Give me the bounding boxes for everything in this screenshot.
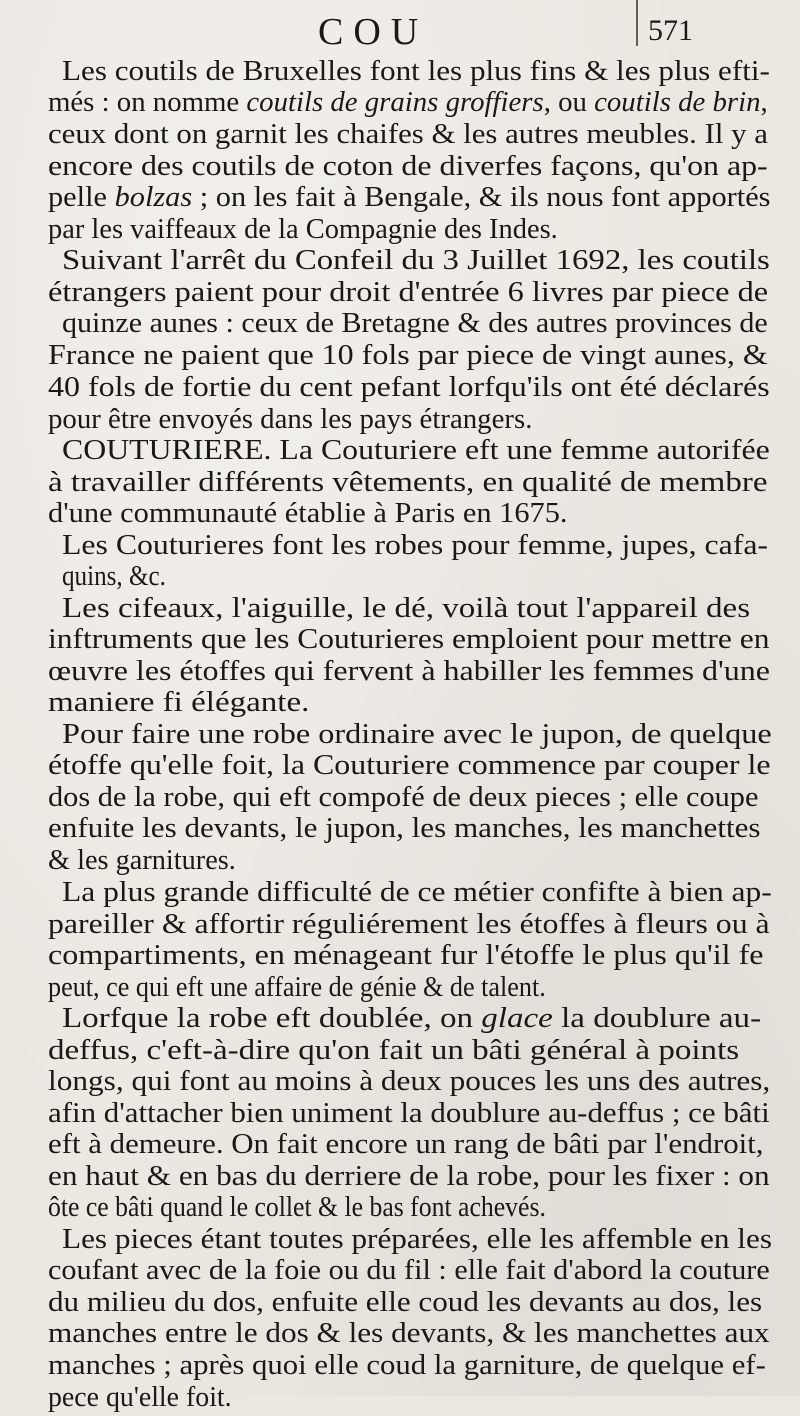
text-line: encore des coutils de coton de diverfes façons, qu'on ap- (48, 151, 768, 182)
text-line: pour être envoyés dans les pays étrangers. (48, 404, 533, 435)
text-line: Pour faire une robe ordinaire avec le jupon, de quelque (62, 719, 772, 750)
text-line: étrangers paient pour droit d'entrée 6 livres par piece de (48, 277, 769, 308)
text-line: étoffe qu'elle foit, la Couturiere commence par couper le (48, 750, 771, 781)
text-line: en haut & en bas du derriere de la robe, pour les fixer : on (48, 1161, 770, 1192)
text-line: Les Couturieres font les robes pour femme, jupes, cafa- (62, 530, 769, 561)
text-line: La plus grande difficulté de ce métier confifte à bien ap- (62, 877, 772, 908)
text-line: Les cifeaux, l'aiguille, le dé, voilà tout l'appareil des (62, 593, 751, 624)
text-line: Suivant l'arrêt du Confeil du 3 Juillet 1692, les coutils (62, 245, 770, 276)
text-line: Lorfque la robe eft doublée, on glace la doublure au- (62, 1003, 762, 1034)
text-line: œuvre les étoffes qui fervent à habiller les femmes d'une (48, 656, 770, 687)
text-line: à travailler différents vêtements, en qualité de membre (48, 467, 768, 498)
running-head: COU (318, 11, 429, 53)
text-line: manches ; après quoi elle coud la garniture, de quelque ef- (48, 1350, 766, 1381)
text-line: peut, ce qui eft une affaire de génie & de talent. (48, 972, 546, 1003)
text-line: eft à demeure. On fait encore un rang de bâti par l'endroit, (48, 1129, 764, 1160)
text-line: quinze aunes : ceux de Bretagne & des autres provinces de (62, 308, 768, 339)
page-number: 571 (648, 14, 693, 47)
text-line: France ne paient que 10 fols par piece de vingt aunes, & (48, 340, 768, 371)
text-line: du milieu du dos, enfuite elle coud les devants au dos, les (48, 1287, 763, 1318)
text-line: inftruments que les Couturieres emploient pour mettre en (48, 624, 770, 655)
text-line: compartiments, en ménageant fur l'étoffe le plus qu'il fe (48, 940, 764, 971)
text-line: Les coutils de Bruxelles font les plus fins & les plus efti- (62, 56, 770, 87)
text-line: pece qu'elle foit. (48, 1382, 232, 1413)
text-line: COUTURIERE. La Couturiere eft une femme autorifée (62, 435, 770, 466)
page-edge-rule (636, 0, 638, 46)
text-line: dos de la robe, qui eft compofé de deux pieces ; elle coupe (48, 782, 759, 813)
text-line: 40 fols de fortie du cent pefant lorfqu'ils ont été déclarés (48, 372, 770, 403)
text-line: afin d'attacher bien uniment la doublure au-deffus ; ce bâti (48, 1098, 770, 1129)
text-line: & les garnitures. (48, 845, 236, 876)
text-line: més : on nomme coutils de grains groffiers, ou coutils de brin, (48, 87, 768, 118)
text-line: manches entre le dos & les devants, & les manchettes aux (48, 1318, 770, 1349)
text-line: d'une communauté établie à Paris en 1675. (48, 498, 568, 529)
text-line: Les pieces étant toutes préparées, elle les affemble en les (62, 1224, 772, 1255)
text-line: ceux dont on garnit les chaifes & les autres meubles. Il y a (48, 119, 768, 150)
text-line: longs, qui font au moins à deux pouces les uns des autres, (48, 1066, 771, 1097)
text-line: par les vaiffeaux de la Compagnie des Indes. (48, 214, 558, 245)
text-line: coufant avec de la foie ou du fil : elle fait d'abord la couture (48, 1255, 770, 1286)
text-line: ôte ce bâti quand le collet & le bas font achevés. (48, 1192, 546, 1223)
text-line: enfuite les devants, le jupon, les manches, les manchettes (48, 813, 761, 844)
text-line: pareiller & affortir réguliérement les étoffes à fleurs ou à (48, 909, 770, 940)
text-line: pelle bolzas ; on les fait à Bengale, & ils nous font apportés (48, 182, 771, 213)
text-line: maniere fi élégante. (48, 687, 310, 718)
text-line: quins, &c. (62, 561, 166, 592)
text-line: deffus, c'eft-à-dire qu'on fait un bâti général à points (48, 1035, 740, 1066)
